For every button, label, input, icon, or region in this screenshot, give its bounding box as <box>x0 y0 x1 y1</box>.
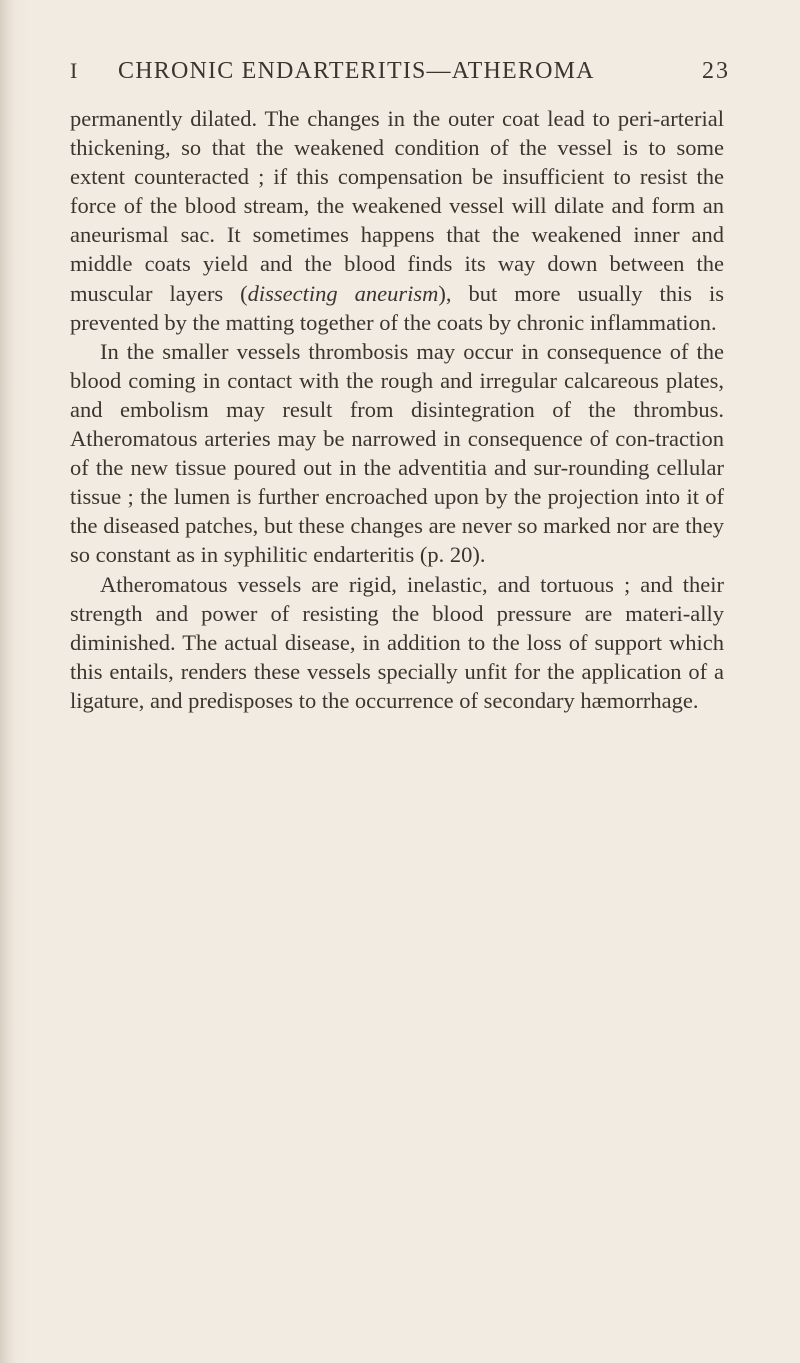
paragraph-1-text-after-italic: ), but more usually this is prevented by the matting together of the coats by chronic inflammation. <box>70 280 724 335</box>
binding-gutter-shadow <box>0 0 14 1363</box>
running-head <box>0 58 800 92</box>
paragraph-1 <box>70 104 724 337</box>
paragraph-1-text-before-italic: permanently dilated. The changes in the outer coat lead to peri-arterial thickening, so that the weakened condition of the vessel is to some extent counteracted ; if this compensation be insufficient to resist the force of the blood stream, the weakened vessel will dilate and form an aneurismal sac. It sometimes happens that the weakened inner and middle coats yield and the blood finds its way down between the muscular layers ( <box>70 106 724 306</box>
chapter-number: I <box>70 58 78 83</box>
page-number: 23 <box>702 58 730 84</box>
body-text <box>70 104 724 715</box>
running-title: CHRONIC ENDARTERITIS—ATHEROMA <box>118 58 595 84</box>
paragraph-1-italic-term: dissecting aneurism <box>247 280 439 306</box>
paragraph-3: Atheromatous vessels are rigid, inelastic, and tortuous ; and their strength and power of resisting the blood pressure are materi-ally diminished. The actual disease, in addition to the loss of support which this entails, renders these vessels specially unfit for the application of a ligature, and predisposes to the occurrence of secondary hæmorrhage. <box>70 571 724 713</box>
paragraph-2: In the smaller vessels thrombosis may occur in consequence of the blood coming in contact with the rough and irregular calcareous plates, and embolism may result from disintegration of the thrombus. Atheromatous arteries may be narrowed in consequence of con-traction of the new tissue poured out in the adventitia and sur-rounding cellular tissue ; the lumen is further encroached upon by the projection into it of the diseased patches, but these changes are never so marked nor are they so constant as in syphilitic endarteritis (p. 20). <box>70 338 724 568</box>
